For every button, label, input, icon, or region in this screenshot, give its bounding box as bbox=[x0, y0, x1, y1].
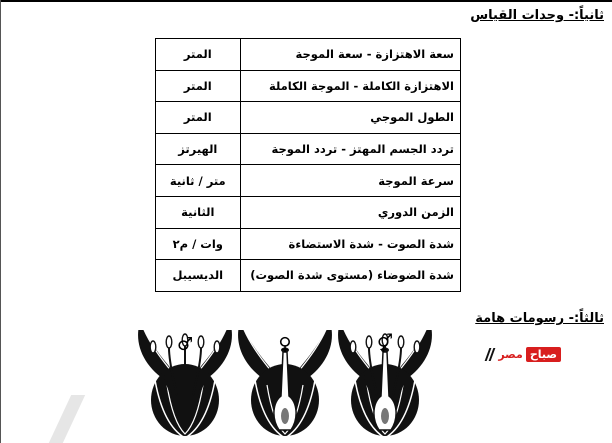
section-heading-diagrams: ثالثاً:- رسومات هامة bbox=[475, 311, 604, 326]
unit-cell: الهيرتز bbox=[156, 133, 241, 165]
unit-cell: المتر bbox=[156, 39, 241, 71]
page-left-border bbox=[0, 0, 1, 443]
female-symbol: ♀ bbox=[278, 334, 292, 355]
quantity-cell: الاهتزازة الكاملة - الموجة الكاملة bbox=[240, 70, 460, 102]
quantity-cell: الزمن الدوري bbox=[240, 196, 460, 228]
quantity-cell: الطول الموجي bbox=[240, 102, 460, 134]
logo-bars-icon bbox=[485, 348, 493, 361]
quantity-cell: شدة الضوضاء (مستوى شدة الصوت) bbox=[240, 260, 460, 292]
female-flower bbox=[238, 330, 332, 438]
section-heading-units: ثانياً:- وحدات القياس bbox=[470, 8, 604, 23]
flowers-diagram bbox=[130, 330, 440, 443]
hermaphrodite-symbol: ⚥ bbox=[376, 334, 394, 355]
unit-cell: الثانية bbox=[156, 196, 241, 228]
unit-cell: الديسيبل bbox=[156, 260, 241, 292]
page-top-border bbox=[0, 0, 612, 2]
table-row bbox=[156, 165, 461, 197]
table-row bbox=[156, 260, 461, 292]
table-row bbox=[156, 133, 461, 165]
site-logo bbox=[465, 344, 561, 364]
unit-cell: وات / م٢ bbox=[156, 228, 241, 260]
table-row bbox=[156, 196, 461, 228]
quantity-cell: سعة الاهتزازة - سعة الموجة bbox=[240, 39, 460, 71]
table-row bbox=[156, 70, 461, 102]
units-table bbox=[155, 38, 461, 292]
male-symbol: ♂ bbox=[176, 334, 194, 355]
hermaphrodite-flower bbox=[338, 330, 432, 438]
table-row bbox=[156, 39, 461, 71]
quantity-cell: شدة الصوت - شدة الاستضاءة bbox=[240, 228, 460, 260]
logo-text: مصر bbox=[498, 347, 523, 361]
table-row bbox=[156, 228, 461, 260]
unit-cell: متر / ثانية bbox=[156, 165, 241, 197]
quantity-cell: سرعة الموجة bbox=[240, 165, 460, 197]
male-flower bbox=[138, 330, 232, 438]
table-row bbox=[156, 102, 461, 134]
unit-cell: المتر bbox=[156, 70, 241, 102]
unit-cell: المتر bbox=[156, 102, 241, 134]
logo-box-text: صباح bbox=[526, 347, 561, 362]
watermark-stroke bbox=[49, 395, 85, 443]
quantity-cell: تردد الجسم المهتز - تردد الموجة bbox=[240, 133, 460, 165]
